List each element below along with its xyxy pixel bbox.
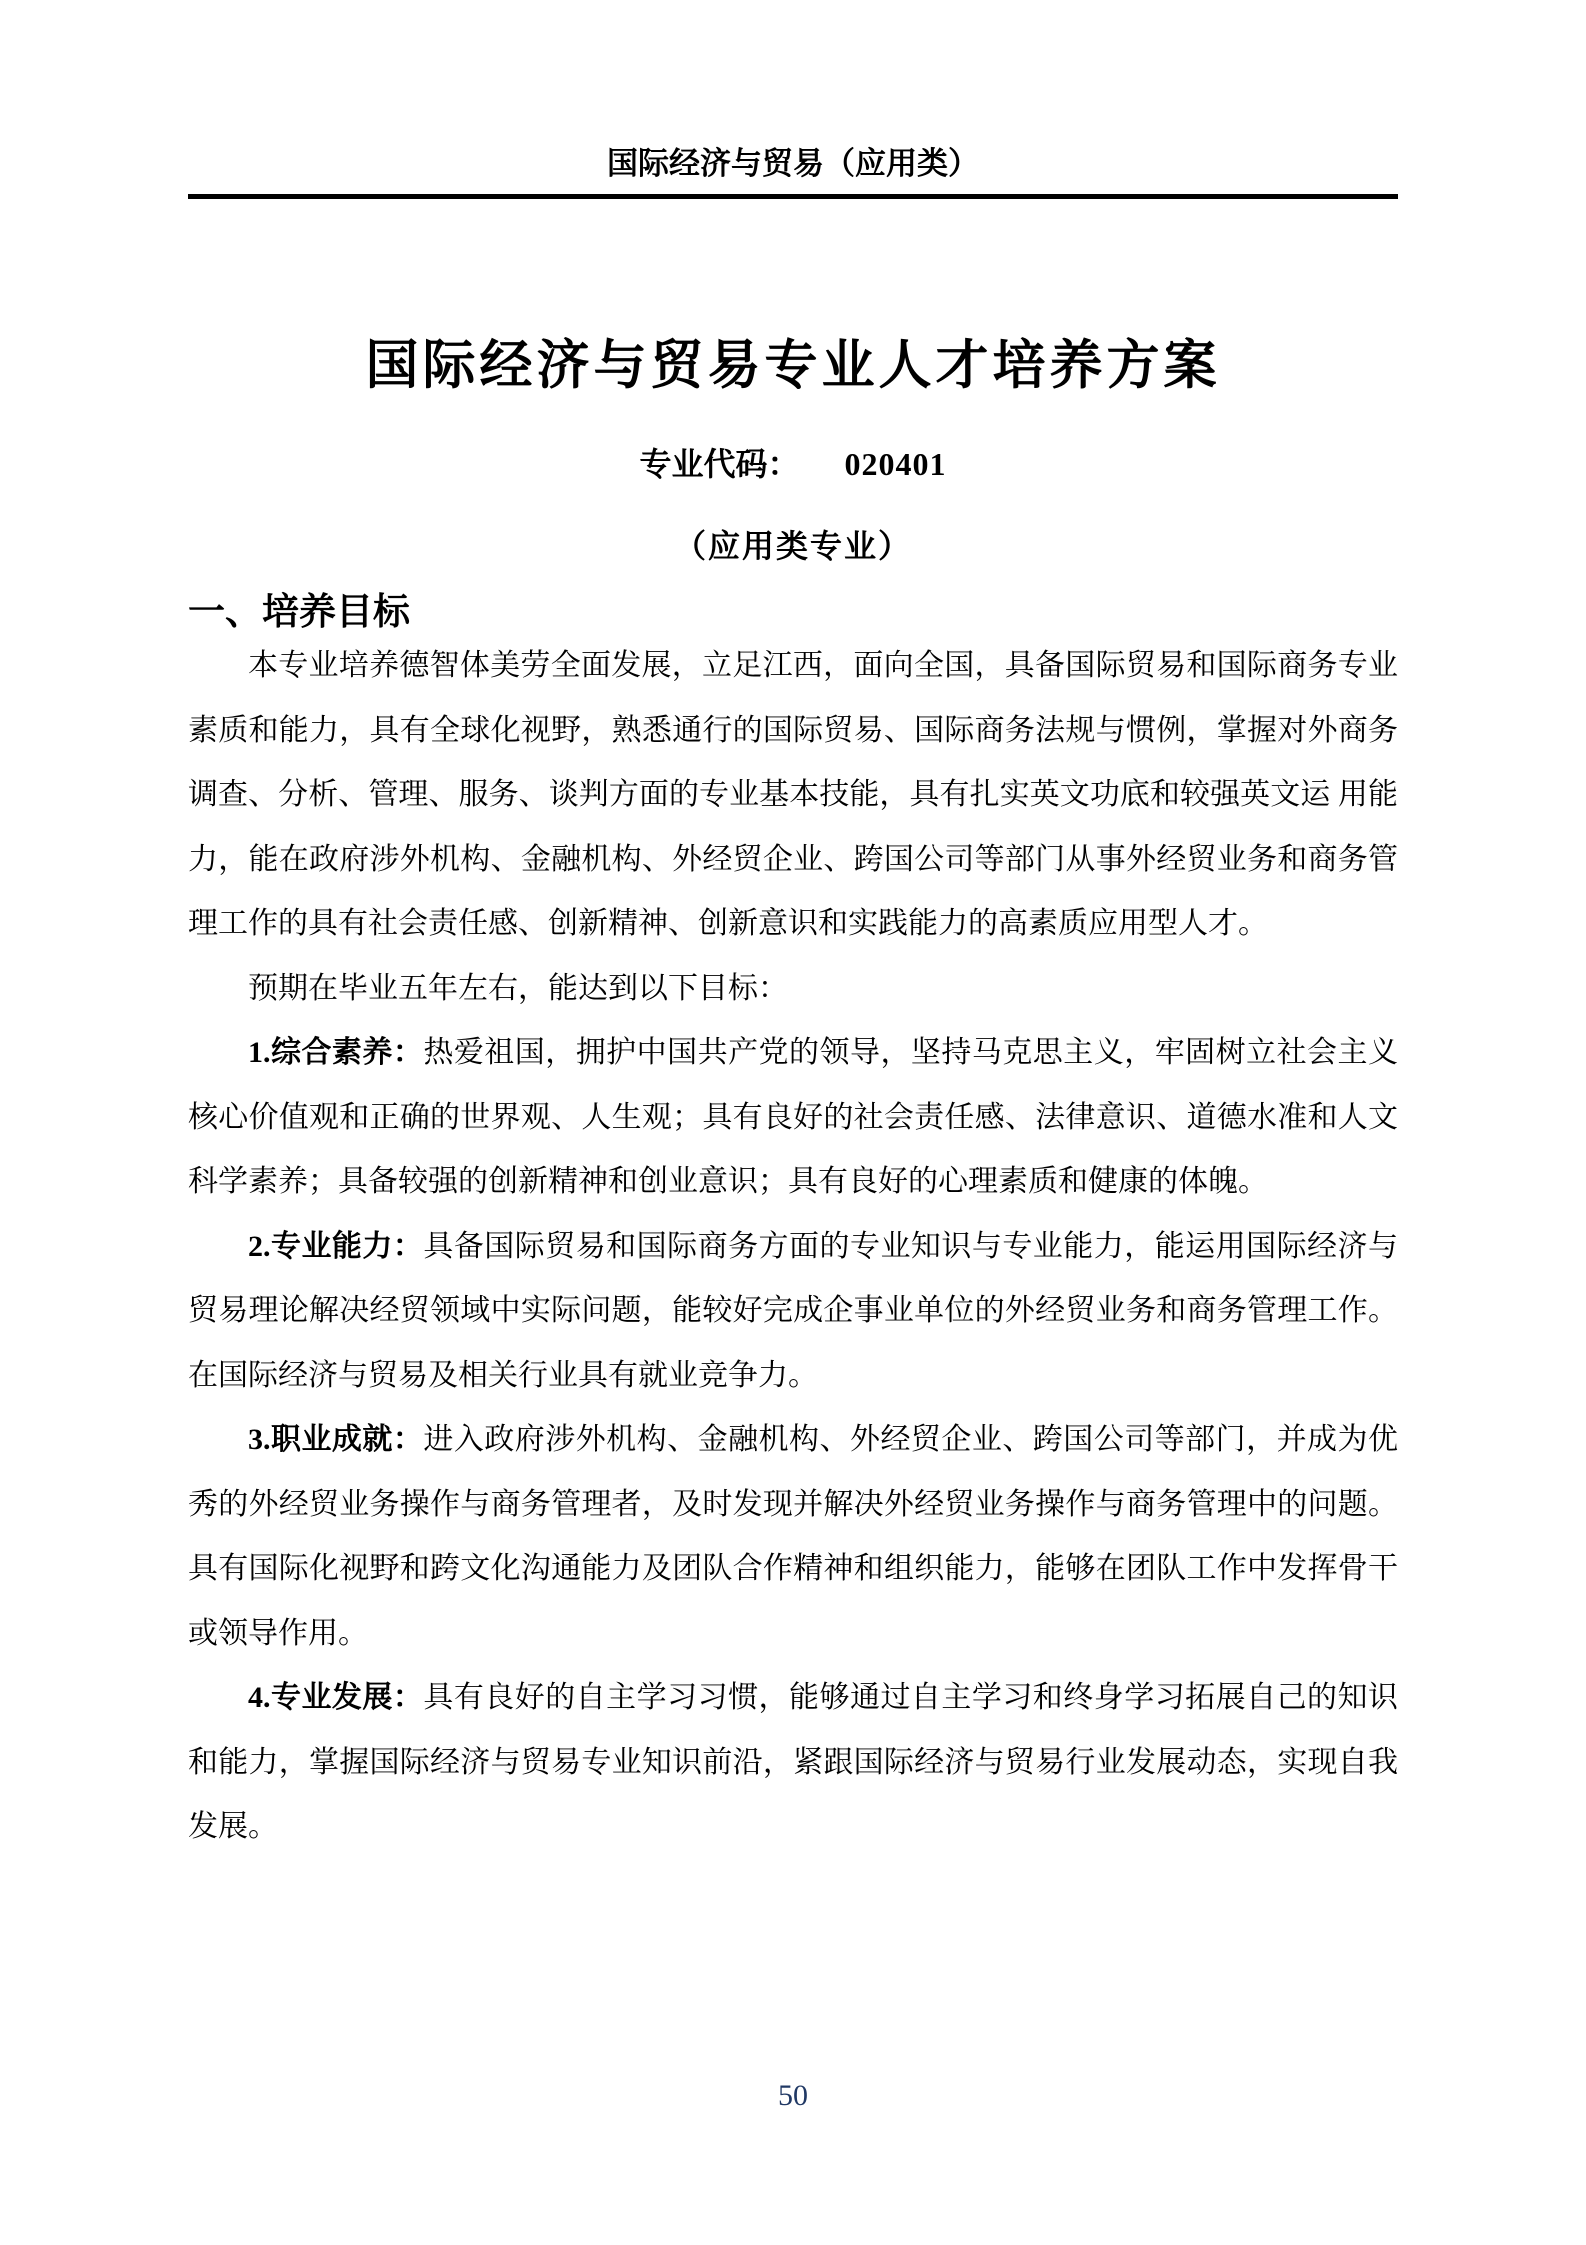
major-code-value: 020401: [844, 446, 947, 482]
section-heading-training-objectives: 一、培养目标: [188, 591, 410, 632]
section-body: [188, 634, 1398, 1860]
paragraph-text: 热爱祖国，拥护中国共产党的领导，坚持马克思主义，牢固树立社会主义核心价值观和正确的世界观、人生观；具有良好的社会责任感、法律意识、道德水准和人文科学素养；具备较强的创新精神和创业意识；具有良好的心理素质和健康的体魄。: [188, 1036, 1399, 1198]
paragraph-goal-3: [188, 1408, 1398, 1666]
running-header-text: 国际经济与贸易（应用类）: [607, 146, 979, 181]
major-code-label: 专业代码：: [639, 446, 800, 482]
paragraph-lead: 4.专业发展：: [248, 1681, 424, 1714]
paragraph-goal-4: [188, 1666, 1398, 1860]
paragraph-overview: [188, 634, 1398, 957]
page-footer: [0, 2078, 1586, 2114]
paragraph-text: 本专业培养德智体美劳全面发展，立足江西，面向全国，具备国际贸易和国际商务专业素质和能力，具有全球化视野，熟悉通行的国际贸易、国际商务法规与惯例，掌握对外商务调查、分析、管理、服务、谈判方面的专业基本技能，具有扎实英文功底和较强英文运 用能力，能在政府涉外机构、金融机构、外经贸企业、跨国公司等部门从事外经贸业务和商务管理工作的具有社会责任感、创新精神、创新意识和实践能力的高素质应用型人才。: [188, 649, 1398, 940]
paragraph-text: 进入政府涉外机构、金融机构、外经贸企业、跨国公司等部门，并成为优秀的外经贸业务操作与商务管理者，及时发现并解决外经贸业务操作与商务管理中的问题。具有国际化视野和跨文化沟通能力及团队合作精神和组织能力，能够在团队工作中发挥骨干或领导作用。: [188, 1423, 1399, 1650]
paragraph-expectation: [188, 957, 1398, 1022]
paragraph-text: 具有良好的自主学习习惯，能够通过自主学习和终身学习拓展自己的知识和能力，掌握国际经济与贸易专业知识前沿，紧跟国际经济与贸易行业发展动态，实现自我发展。: [188, 1681, 1399, 1843]
paragraph-lead: 3.职业成就：: [248, 1423, 424, 1456]
document-subtitle: （应用类专业）: [673, 528, 912, 564]
running-header: [188, 146, 1398, 199]
paragraph-text: 具备国际贸易和国际商务方面的专业知识与专业能力，能运用国际经济与贸易理论解决经贸领域中实际问题，能较好完成企事业单位的外经贸业务和商务管理工作。在国际经济与贸易及相关行业具有就业竞争力。: [188, 1229, 1399, 1392]
major-code-line: [188, 444, 1398, 484]
paragraph-goal-1: [188, 1021, 1398, 1215]
paragraph-goal-2: [188, 1215, 1398, 1409]
paragraph-lead: 1.综合素养：: [248, 1036, 424, 1069]
document-title: 国际经济与贸易专业人才培养方案: [365, 337, 1221, 395]
paragraph-lead: 2.专业能力：: [248, 1229, 424, 1263]
page-number: 50: [778, 2079, 808, 2112]
paragraph-text: 预期在毕业五年左右，能达到以下目标：: [248, 971, 788, 1005]
